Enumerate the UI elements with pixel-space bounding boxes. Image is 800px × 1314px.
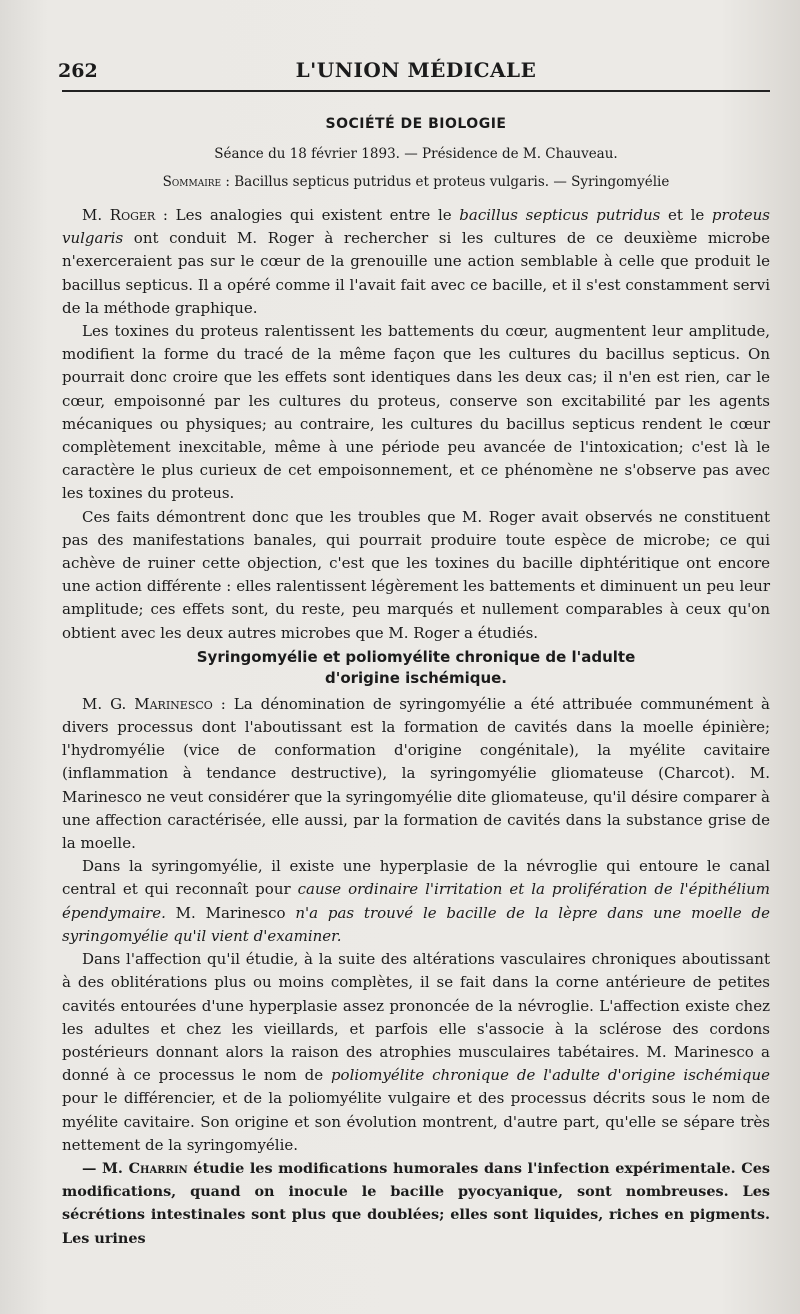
text-run: : La dénomination de syringomyélie a été attribuée communément à divers processus dont l'aboutissant est la formation de cavités dans la moelle épinière; l'hydromyélie (vice de conformation d'origine congénitale), la myélite cavitaire (inflammation à tendance destructive), la syringomyélie gliomateuse (Charcot). M. Marinesco ne veut considérer que la syringomyélie dite gliomateuse, qu'il désire comparer à une affection caractérisée, elle aussi, par la formation de cavités dans la substance grise de la moelle.	[62, 694, 770, 853]
text-run: : Les analogies qui existent entre le	[155, 206, 460, 224]
italic-run: cause ordinaire l'irritation et la prolifération de l'épithélium épendymaire.	[62, 880, 770, 922]
text-run: M. Marinesco	[165, 903, 296, 922]
italic-run: bacillus septicus putridus	[459, 206, 661, 224]
subheading-line-2: d'origine ischémique.	[325, 668, 507, 687]
summary-line	[62, 174, 770, 190]
speaker-marinesco: M. G. Marinesco	[82, 694, 213, 713]
running-header	[58, 58, 770, 92]
session-line: Séance du 18 février 1893. — Présidence de M. Chauveau.	[214, 146, 618, 162]
paragraph-affection	[62, 948, 770, 1157]
italic-run: poliomyélite chronique de l'adulte d'origine ischémique	[330, 1066, 770, 1085]
paragraph-marinesco	[62, 693, 770, 855]
speaker-charrin: Charrin	[128, 1159, 188, 1177]
text-run: Dans la syringomyélie, il existe une hyperplasie de la névroglie qui entoure le canal central et qui reconnaît pour	[62, 857, 770, 899]
text-run: et le	[660, 206, 712, 224]
text-run: — M.	[82, 1159, 129, 1177]
text-run: étudie les modifications humorales dans l'infection expérimentale. Ces modifications, quand on inocule le bacille pyocyanique, sont nombreuses. Les sécrétions intestinales sont plus que doublées; elles sont liquides, riches en pigments. Les urines	[62, 1159, 770, 1247]
summary-label: Sommaire	[162, 174, 222, 190]
paragraph-roger	[62, 204, 770, 320]
italic-run: proteus vulgaris	[62, 206, 770, 248]
section-title: SOCIÉTÉ DE BIOLOGIE	[325, 116, 507, 132]
paragraph-charrin	[62, 1157, 770, 1250]
italic-run: n'a pas trouvé le bacille de la lèpre dans une moelle de syringomyélie qu'il vient d'examiner.	[62, 903, 770, 945]
text-run: pour le différencier, et de la poliomyélite vulgaire et des processus décrits sous le nom de myélite cavitaire. Son origine et son évolution montrent, d'autre part, qu'elle se sépare très nettement de la syringomyélie.	[62, 1089, 770, 1154]
paragraph-syringomyelie	[62, 855, 770, 948]
subheading	[62, 647, 770, 689]
page-number: 262	[58, 60, 98, 82]
paragraph-conclusion: Ces faits démontrent donc que les troubles que M. Roger avait observés ne constituent pas des manifestations banales, qui pourrait produire toute espèce de microbe; ce qui achève de ruiner cette objection, c'est que les toxines du bacille diphtéritique ont encore une action différente : elles ralentissent légèrement les battements et diminuent un peu leur amplitude; ces effets sont, du reste, peu marqués et nullement comparables à ceux qu'on obtient avec les deux autres microbes que M. Roger a étudiés.	[62, 507, 770, 642]
summary-text: : Bacillus septicus putridus et proteus vulgaris. — Syringomyélie	[221, 174, 670, 190]
text-run: ont conduit M. Roger à rechercher si les cultures de ce deuxième microbe n'exerceraient pas sur le cœur de la grenouille une action semblable à celle que produit le bacillus septicus. Il a opéré comme il l'avait fait avec ce bacille, et il s'est constamment servi de la méthode graphique.	[62, 229, 770, 317]
journal-title: L'UNION MÉDICALE	[295, 58, 537, 82]
speaker-roger: M. Roger	[82, 206, 156, 224]
paragraph-proteus: Les toxines du proteus ralentissent les battements du cœur, augmentent leur amplitude, modifient la forme du tracé de la même façon que les cultures du bacillus septicus. On pourrait donc croire que les effets sont identiques dans les deux cas; il n'en est rien, car le cœur, empoisonné par les cultures du proteus, conserve son excitabilité par les agents mécaniques ou physiques; au contraire, les cultures du bacillus septicus rendent le cœur complètement inexcitable, même à une période peu avancée de l'intoxication; c'est là le caractère le plus curieux de cet empoisonnement, et ce phénomène ne s'observe pas avec les toxines du proteus.	[62, 322, 770, 503]
article-body	[62, 204, 770, 1250]
text-run: Dans l'affection qu'il étudie, à la suite des altérations vasculaires chroniques aboutissant à des oblitérations plus ou moins complètes, il se fait dans la corne antérieure de petites cavités entourées d'une hyperplasie assez prononcée de la névroglie. L'affection existe chez les adultes et chez les vieillards, et parfois elle s'associe à la sclérose des cordons postérieurs donnant alors la raison des atrophies musculaires tabétaires. M. Marinesco a donné à ce processus le nom de	[62, 950, 770, 1085]
subheading-line-1: Syringomyélie et poliomyélite chronique de l'adulte	[196, 647, 636, 666]
